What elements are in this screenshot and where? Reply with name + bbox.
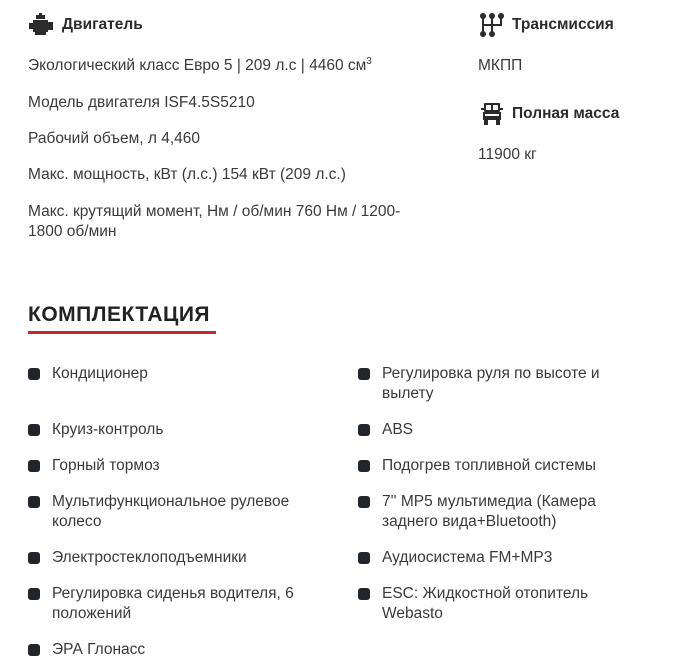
bullet-icon — [28, 644, 40, 656]
bullet-icon — [28, 368, 40, 380]
equipment-title-underline — [28, 331, 216, 334]
feature-item: Электростеклоподъемники — [28, 548, 247, 568]
feature-item: Горный тормоз — [28, 456, 160, 476]
engine-power: Макс. мощность, кВт (л.с.) 154 кВт (209 л.с.) — [28, 166, 346, 183]
feature-item: Кондиционер — [28, 364, 148, 384]
truck-icon — [478, 100, 506, 128]
bullet-icon — [28, 552, 40, 564]
engine-header — [28, 12, 143, 38]
mass-section — [478, 100, 619, 128]
engine-title: Двигатель — [62, 16, 143, 33]
engine-icon — [28, 12, 56, 38]
equipment-title: КОМПЛЕКТАЦИЯ — [28, 303, 211, 326]
engine-volume: Рабочий объем, л 4,460 — [28, 130, 200, 147]
bullet-icon — [28, 588, 40, 600]
bullet-icon — [28, 460, 40, 472]
bullet-icon — [358, 588, 370, 600]
bullet-icon — [28, 424, 40, 436]
feature-item: Аудиосистема FM+MP3 — [358, 548, 552, 568]
bullet-icon — [358, 368, 370, 380]
feature-item: Регулировка руля по высоте и вылету — [358, 364, 600, 404]
engine-eco-class: Экологический класс Евро 5 | 209 л.с | 4460 $см^3$ — [28, 55, 372, 74]
bullet-icon — [358, 552, 370, 564]
feature-item: Подогрев топливной системы — [358, 456, 596, 476]
feature-item: Регулировка сиденья водителя, 6 положений — [28, 584, 294, 624]
feature-item: Круиз-контроль — [28, 420, 163, 440]
gearshift-icon — [478, 12, 506, 38]
mass-title: Полная масса — [512, 105, 620, 122]
bullet-icon — [28, 496, 40, 508]
feature-item: ESC: Жидкостной отопитель Webasto — [358, 584, 588, 624]
engine-torque-line-2: 1800 об/мин — [28, 223, 117, 240]
transmission-value: МКПП — [478, 57, 523, 74]
transmission-header — [478, 12, 614, 38]
feature-item: 7'' MP5 мультимедиа (Камера заднего вида+Bluetooth) — [358, 492, 596, 532]
mass-value: 11900 кг — [478, 146, 537, 163]
transmission-title: Трансмиссия — [512, 16, 614, 33]
feature-item: ЭРА Глонасс — [28, 640, 145, 660]
engine-torque-line-1: Макс. крутящий момент, Нм / об/мин 760 Нм / 1200- — [28, 203, 401, 220]
engine-model: Модель двигателя ISF4.5S5210 — [28, 94, 255, 111]
feature-item: ABS — [358, 420, 413, 440]
engine-section — [28, 12, 143, 38]
bullet-icon — [358, 424, 370, 436]
transmission-section — [478, 12, 614, 38]
feature-item: Мультифункциональное рулевое колесо — [28, 492, 289, 532]
bullet-icon — [358, 496, 370, 508]
bullet-icon — [358, 460, 370, 472]
mass-header — [478, 100, 619, 128]
